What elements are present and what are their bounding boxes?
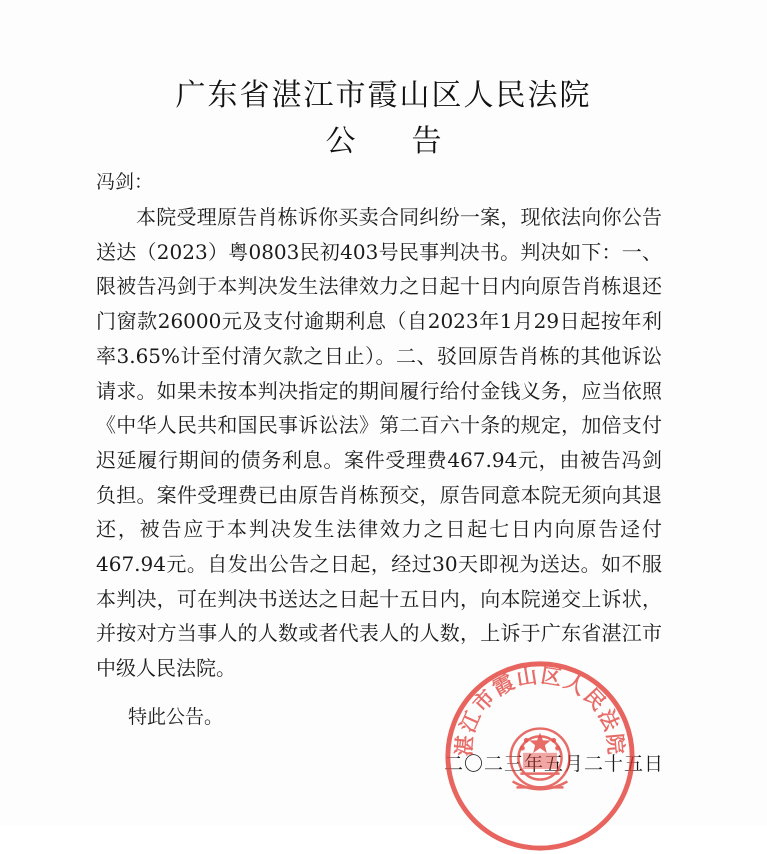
addressee: 冯剑： <box>96 171 154 193</box>
notice-title-char-2: 告 <box>411 124 442 159</box>
emblem-stars-icon <box>520 732 560 753</box>
issue-date: 二〇二三年五月二十五日 <box>444 753 665 775</box>
closing-line: 特此公告。 <box>128 706 224 728</box>
seal-arc-text: 湛江市霞山区人民法院 <box>451 663 629 758</box>
notice-title-char-1: 公 <box>325 124 356 159</box>
court-name-heading: 广东省湛江市霞山区人民法院 <box>175 78 592 113</box>
notice-title <box>0 124 767 160</box>
notice-body: 本院受理原告肖栋诉你买卖合同纠纷一案，现依法向你公告送达（2023）粤0803民初403号民事判决书。判决如下：一、限被告冯剑于本判决发生法律效力之日起十日内向原告肖栋退还门窗款26000元及支付逾期利息（自2023年1月29日起按年利率3.65%计至付清欠款之日止）。二、驳回原告肖栋的其他诉讼请求。如果未按本判决指定的期间履行给付金钱义务，应当依照《中华人民共和国民事诉讼法》第二百六十条的规定，加倍支付迟延履行期间的债务利息。案件受理费467.94元，由被告冯剑负担。案件受理费已由原告肖栋预交，原告同意本院无须向其退还，被告应于本判决发生法律效力之日起七日内向原告迳付467.94元。自发出公告之日起，经过30天即视为送达。如不服本判决，可在判决书送达之日起十五日内，向本院递交上诉状，并按对方当事人的人数或者代表人的人数，上诉于广东省湛江市中级人民法院。 <box>96 205 662 681</box>
